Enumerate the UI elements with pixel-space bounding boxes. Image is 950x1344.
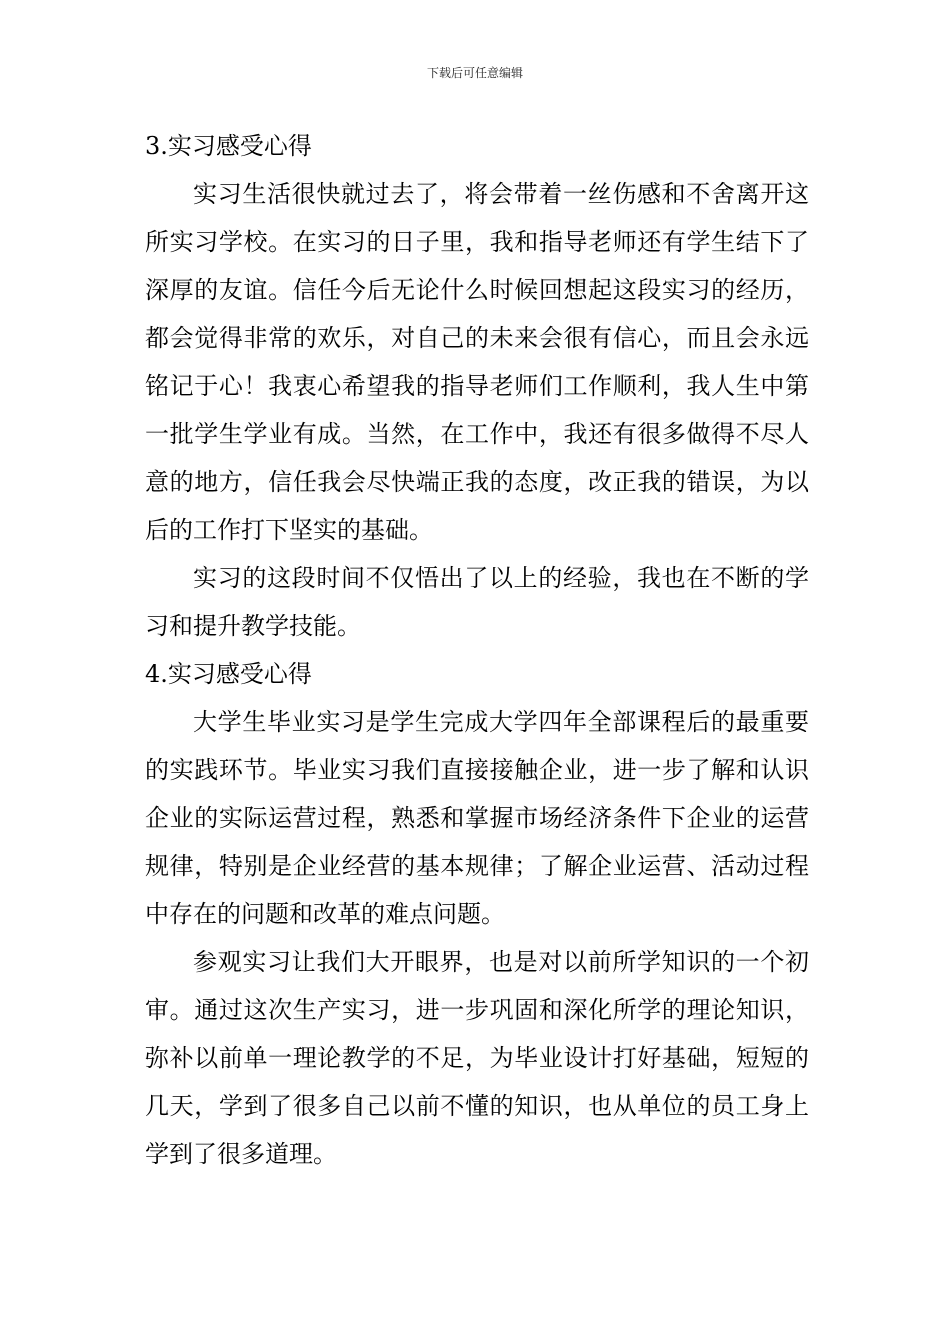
paragraph: 大学生毕业实习是学生完成大学四年全部课程后的最重要的实践环节。毕业实习我们直接接触企业，进一步了解和认识企业的实际运营过程，熟悉和掌握市场经济条件下企业的运营规律，特别是企业经营的基本规律；了解企业运营、活动过程中存在的问题和改革的难点问题。: [145, 708, 809, 928]
section-3: [145, 122, 809, 650]
section-4: [145, 650, 809, 1178]
paragraph: 实习生活很快就过去了，将会带着一丝伤感和不舍离开这所实习学校。在实习的日子里，我和指导老师还有学生结下了深厚的友谊。信任今后无论什么时候回想起这段实习的经历，都会觉得非常的欢乐，对自己的未来会很有信心，而且会永远铭记于心！我衷心希望我的指导老师们工作顺利，我人生中第一批学生学业有成。当然，在工作中，我还有很多做得不尽人意的地方，信任我会尽快端正我的态度，改正我的错误，为以后的工作打下坚实的基础。: [145, 180, 809, 544]
paragraph: 参观实习让我们大开眼界，也是对以前所学知识的一个初审。通过这次生产实习，进一步巩固和深化所学的理论知识，弥补以前单一理论教学的不足，为毕业设计打好基础，短短的几天，学到了很多自己以前不懂的知识，也从单位的员工身上学到了很多道理。: [145, 948, 809, 1168]
page-header: 下载后可任意编辑: [426, 66, 523, 80]
section-title: 3.实习感受心得: [145, 132, 312, 160]
document-body: [145, 122, 809, 1178]
paragraph: 实习的这段时间不仅悟出了以上的经验，我也在不断的学习和提升教学技能。: [145, 564, 809, 640]
section-title: 4.实习感受心得: [145, 660, 312, 688]
